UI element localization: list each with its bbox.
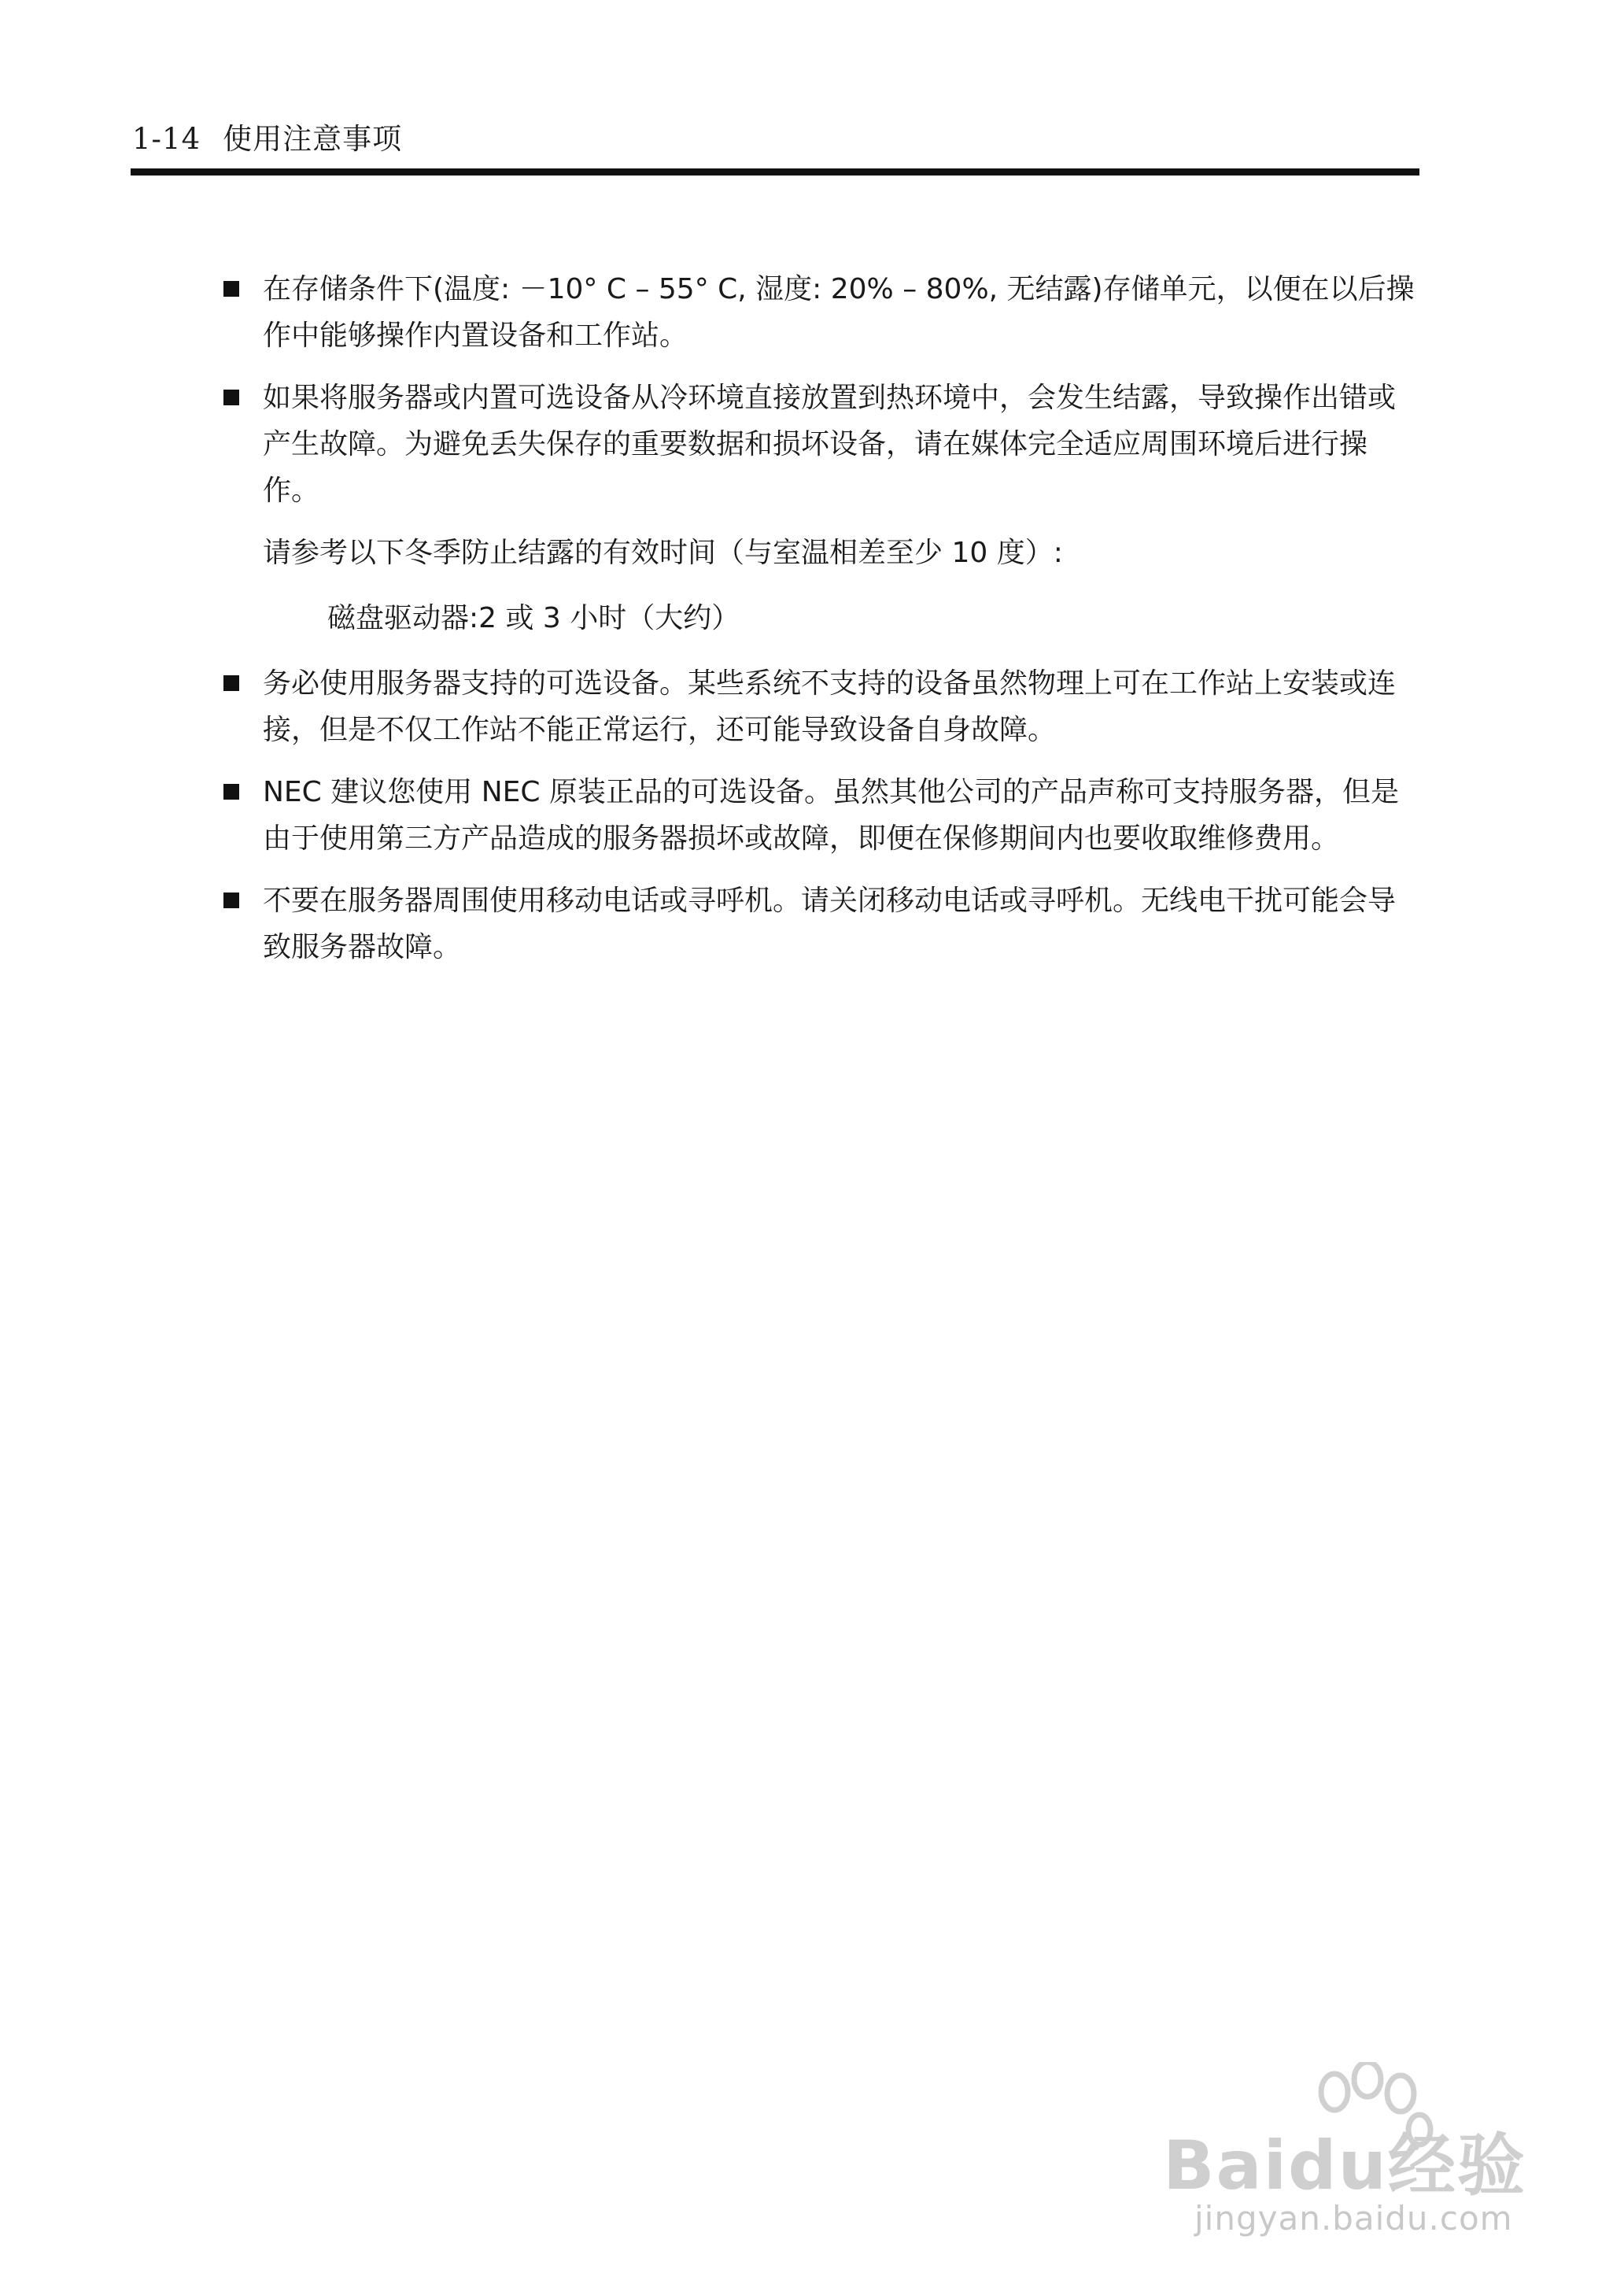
list-item-text: 务必使用服务器支持的可选设备。某些系统不支持的设备虽然物理上可在工作站上安装或连接，但是不仅工作站不能正常运行，还可能导致设备自身故障。: [263, 667, 1397, 746]
list-item: [223, 769, 1415, 862]
section-title: 使用注意事项: [223, 122, 403, 156]
list-item-text: 在存储条件下(温度: －10° C – 55° C, 湿度: 20% – 80%, 无结露)存储单元，以便在以后操作中能够操作内置设备和工作站。: [263, 273, 1415, 352]
list-item: [223, 660, 1415, 753]
list-item: [223, 878, 1415, 970]
list-item-text: 不要在服务器周围使用移动电话或寻呼机。请关闭移动电话或寻呼机。无线电干扰可能会导致服务器故障。: [263, 885, 1397, 963]
disk-drive-time: 磁盘驱动器:2 或 3 小时（大约）: [327, 602, 740, 634]
page-number: 1-14: [132, 122, 201, 156]
page-header: [132, 115, 402, 162]
list-item: [223, 266, 1415, 359]
watermark-url: jingyan.baidu.com: [1194, 2199, 1513, 2238]
list-item-text: NEC 建议您使用 NEC 原装正品的可选设备。虽然其他公司的产品声称可支持服务器，但是由于使用第三方产品造成的服务器损坏或故障，即便在保修期间内也要收取维修费用。: [263, 776, 1399, 855]
square-bullet-icon: [223, 390, 239, 405]
list-item: [223, 375, 1415, 514]
header-divider: [131, 168, 1419, 176]
watermark-brand: Baidu经验: [1163, 2127, 1526, 2205]
square-bullet-icon: [223, 784, 239, 800]
square-bullet-icon: [223, 675, 239, 691]
square-bullet-icon: [223, 281, 239, 297]
list-item-text: 如果将服务器或内置可选设备从冷环境直接放置到热环境中，会发生结露，导致操作出错或产生故障。为避免丢失保存的重要数据和损坏设备，请在媒体完全适应周围环境后进行操作。: [263, 382, 1397, 507]
square-bullet-icon: [223, 893, 239, 908]
main-content: [223, 266, 1415, 986]
condensation-note: 请参考以下冬季防止结露的有效时间（与室温相差至少 10 度）:: [263, 537, 1063, 569]
baidu-watermark: [1163, 2062, 1604, 2251]
